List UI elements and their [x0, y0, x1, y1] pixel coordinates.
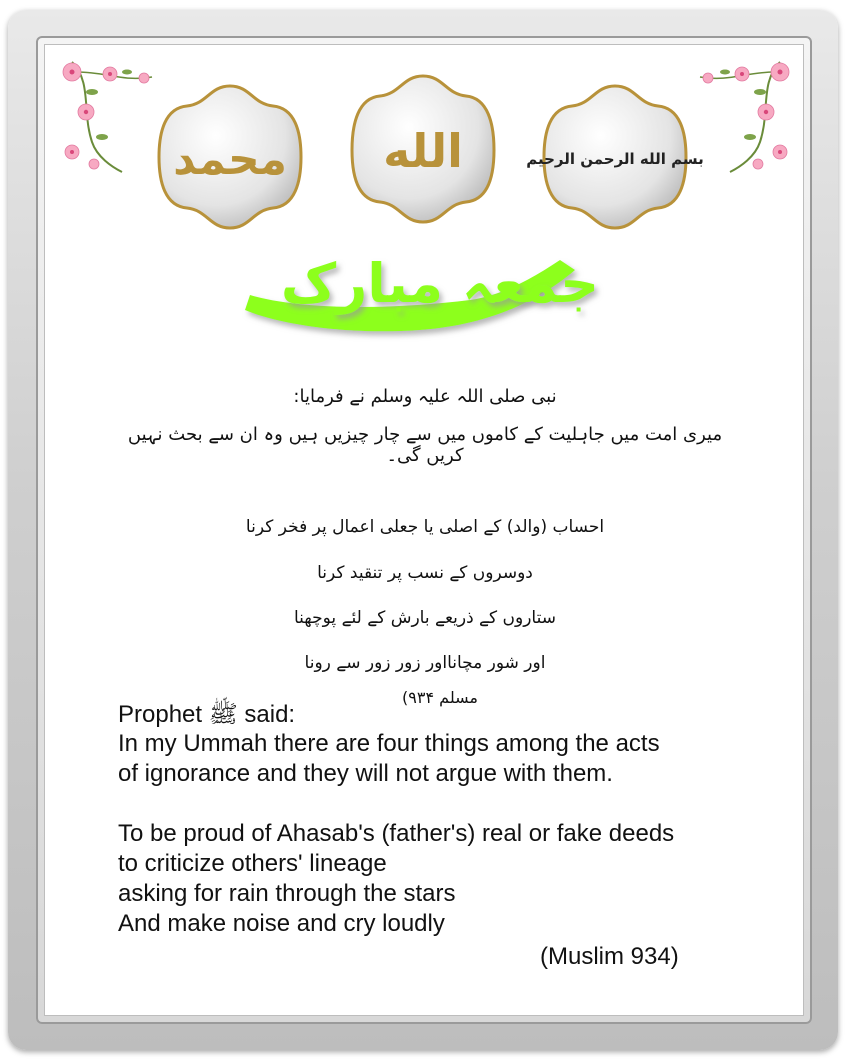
flower-left-icon [52, 52, 172, 182]
medallion-bismillah [526, 82, 704, 232]
urdu-intro-line2: میری امت میں جاہلیت کے کاموں میں سے چار چیزیں ہیں وہ ان سے بحث نہیں کریں گی۔ [127, 424, 723, 466]
medallion-muhammad-text: محمد [173, 134, 287, 185]
urdu-item-4: اور شور مچانااور زور زور سے رونا [304, 653, 546, 673]
medallion-muhammad [155, 82, 305, 232]
urdu-item-2: دوسروں کے نسب پر تنقید کرنا [317, 563, 533, 583]
medallion-allah-text: الله [383, 124, 463, 178]
english-item-3: asking for rain through the stars [118, 880, 456, 907]
medallion-allah [348, 72, 498, 227]
english-line-2: In my Ummah there are four things among the acts [118, 730, 660, 757]
english-item-4: And make noise and cry loudly [118, 910, 445, 937]
jumma-mubarak-banner [240, 240, 600, 370]
english-reference: (Muslim 934) [540, 943, 679, 970]
english-line-3: of ignorance and they will not argue with them. [118, 760, 613, 787]
urdu-item-3: ستاروں کے ذریعے بارش کے لئے پوچھنا [294, 608, 556, 628]
english-item-1: To be proud of Ahasab's (father's) real or fake deeds [118, 820, 675, 847]
medallion-bismillah-text: بسم الله الرحمن الرحيم [526, 150, 704, 168]
urdu-item-1: احساب (والد) کے اصلی یا جعلی اعمال پر فخر کرنا [245, 517, 605, 537]
english-item-2: to criticize others' lineage [118, 850, 387, 877]
urdu-reference: مسلم ۹۳۴) [402, 688, 478, 707]
jumma-mubarak-text: جمعہ مبارک [280, 252, 600, 315]
english-line-1: Prophet ﷺ said: [118, 701, 296, 728]
urdu-intro-line1: نبی صلی اللہ علیہ وسلم نے فرمایا: [293, 386, 557, 407]
